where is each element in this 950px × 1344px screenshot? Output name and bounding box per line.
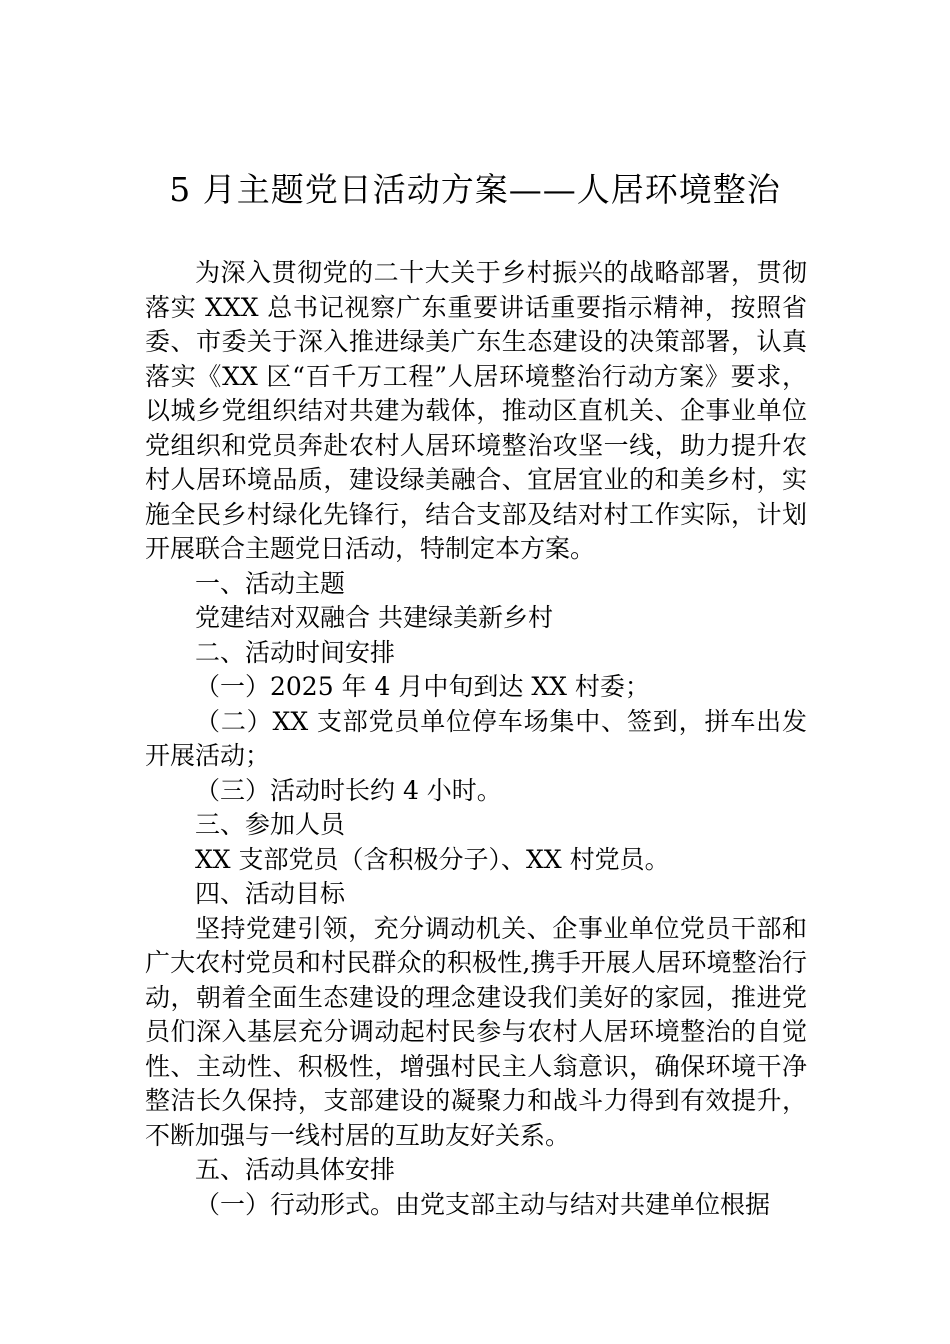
paragraph-schedule-1: （一）2025 年 4 月中旬到达 XX 村委； xyxy=(195,672,650,701)
document-body xyxy=(145,256,807,1222)
paragraph-schedule-3: （三）活动时长约 4 小时。 xyxy=(195,775,502,805)
paragraph-intro: 为深入贯彻党的二十大关于乡村振兴的战略部署，贯彻落实 XXX 总书记视察广东重要讲话重要指示精神，按照省委、市委关于深入推进绿美广东生态建设的决策部署，认真落实《XX 区“百千万工程”人居环境整治行动方案》要求，以城乡党组织结对共建为载体，推动区直机关、企事业单位党组织和党员奔赴农村人居环境整治攻坚一线，助力提升农村人居环境品质，建设绿美融合、宜居宜业的和美乡村，实施全民乡村绿化先锋行，结合支部及结对村工作实际，计划开展联合主题党日活动，特制定本方案。 xyxy=(145,258,807,563)
paragraph-schedule-2: （二）XX 支部党员单位停车场集中、签到，拼车出发开展活动； xyxy=(145,706,807,770)
heading-activity-goals: 四、活动目标 xyxy=(195,879,346,908)
heading-activity-schedule: 二、活动时间安排 xyxy=(195,637,396,667)
heading-participants: 三、参加人员 xyxy=(195,810,346,839)
paragraph-theme: 党建结对双融合 共建绿美新乡村 xyxy=(195,603,553,632)
heading-activity-theme: 一、活动主题 xyxy=(195,568,346,598)
paragraph-goals: 坚持党建引领，充分调动机关、企事业单位党员干部和广大农村党员和村民群众的积极性,携手开展人居环境整治行动，朝着全面生态建设的理念建设我们美好的家园，推进党员们深入基层充分调动起村民参与农村人居环境整治的自觉性、主动性、积极性，增强村民主人翁意识，确保环境干净整洁长久保持，支部建设的凝聚力和战斗力得到有效提升，不断加强与一线村居的互助友好关系。 xyxy=(145,913,807,1150)
heading-specific-arrangements: 五、活动具体安排 xyxy=(195,1155,396,1184)
paragraph-arrangement-1: （一）行动形式。由党支部主动与结对共建单位根据 xyxy=(195,1189,771,1219)
paragraph-participants: XX 支部党员（含积极分子）、XX 村党员。 xyxy=(195,844,670,874)
document-title: 5 月主题党日活动方案——人居环境整治 xyxy=(169,170,781,209)
